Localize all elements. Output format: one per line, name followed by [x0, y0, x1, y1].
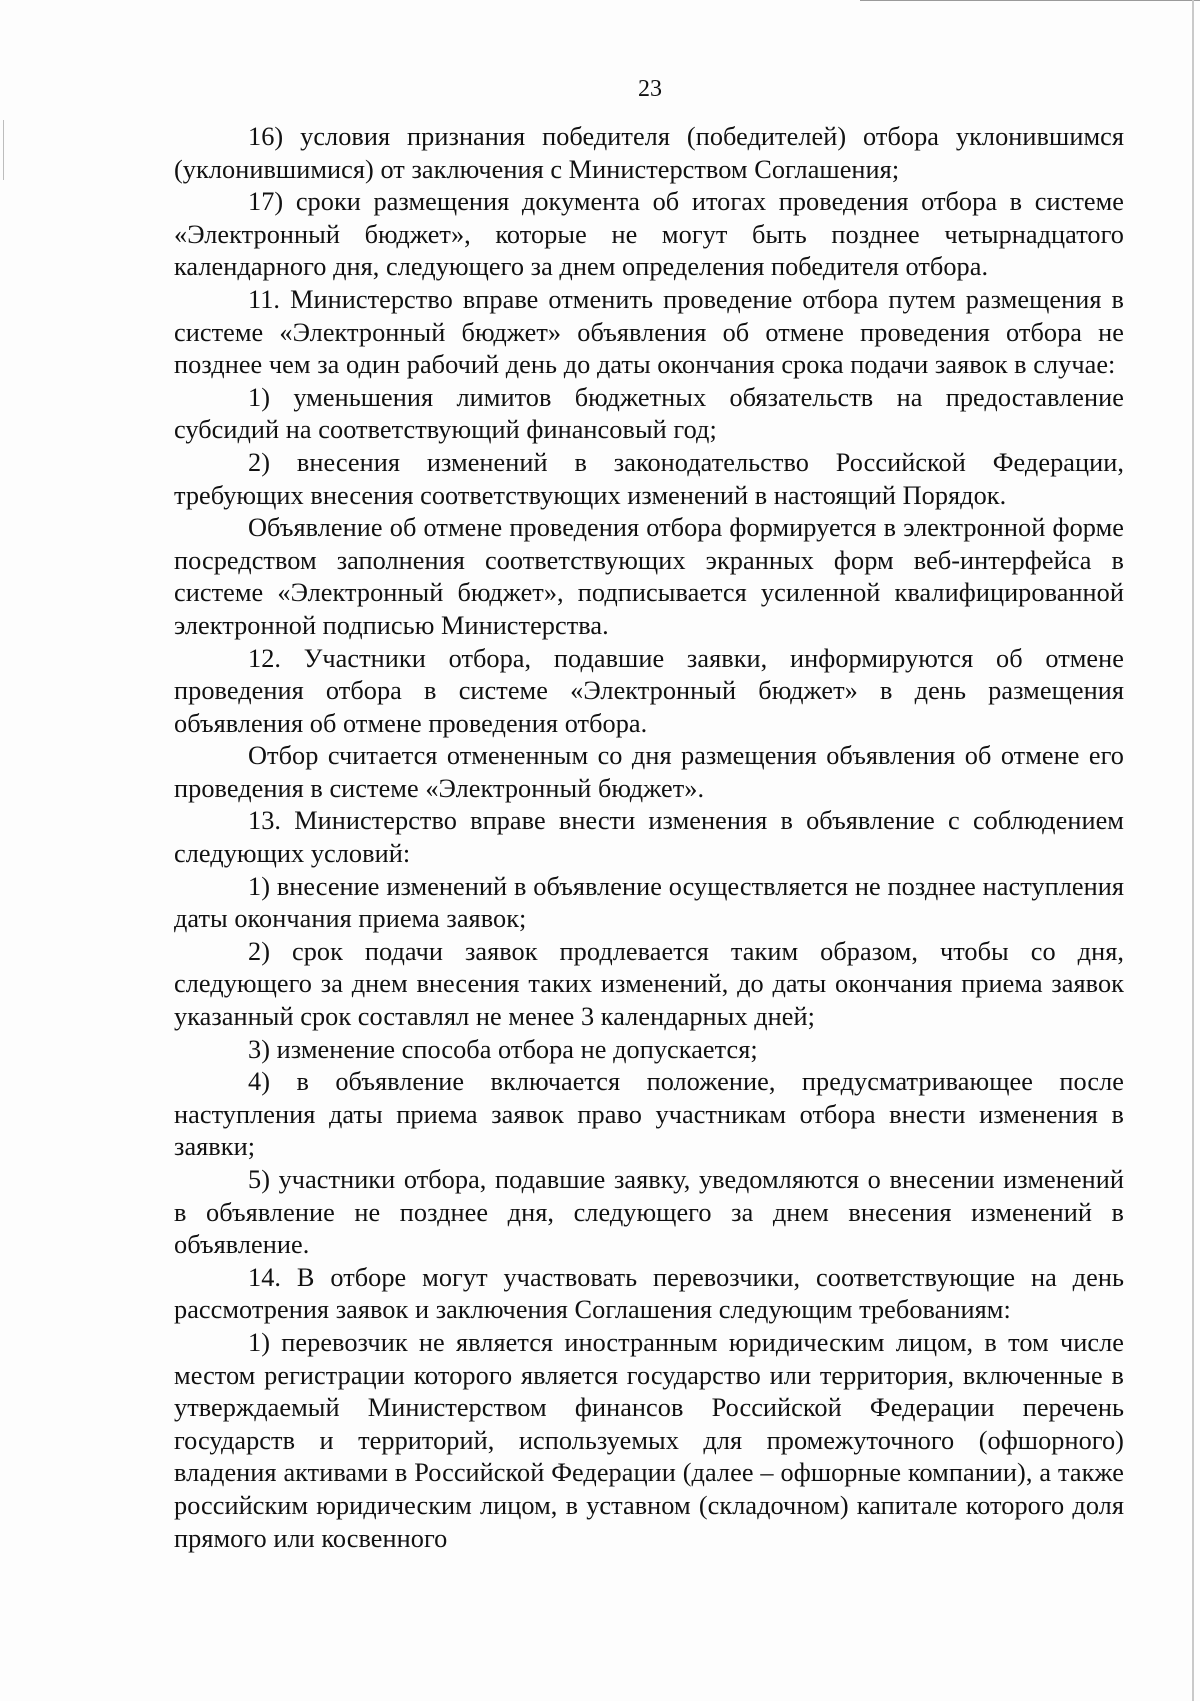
paragraph-clause-12: 12. Участники отбора, подавшие заявки, информируются об отмене проведения отбора в системе «Электронный бюджет» в день размещения объявления об отмене проведения отбора. — [174, 643, 1124, 738]
paragraph-clause-11-sub-2: 2) внесения изменений в законодательство Российской Федерации, требующих внесения соответствующих изменений в настоящий Порядок. — [174, 447, 1124, 510]
paragraph-clause-11-sub-1: 1) уменьшения лимитов бюджетных обязательств на предоставление субсидий на соответствующий финансовый год; — [174, 382, 1124, 445]
paragraph-clause-13-sub-3: 3) изменение способа отбора не допускается; — [248, 1034, 758, 1064]
paragraph-clause-14: 14. В отборе могут участвовать перевозчики, соответствующие на день рассмотрения заявок и заключения Соглашения следующим требованиям: — [174, 1262, 1124, 1325]
page-number: 23 — [638, 76, 662, 102]
paragraph-clause-13: 13. Министерство вправе внести изменения в объявление с соблюдением следующих условий: — [174, 806, 1124, 869]
scan-artifact-right-edge — [1192, 0, 1194, 1701]
scan-artifact-left-edge — [3, 120, 4, 180]
document-body — [174, 121, 1124, 1555]
paragraph-clause-13-sub-5: 5) участники отбора, подавшие заявку, уведомляются о внесении изменений в объявление не позднее дня, следующего за днем внесения изменений в объявление. — [174, 1165, 1124, 1260]
paragraph-cancellation-notice: Объявление об отмене проведения отбора формируется в электронной форме посредством заполнения соответствующих экранных форм веб-интерфейса в системе «Электронный бюджет», подписывается усиленной квалифицированной электронной подписью Министерства. — [174, 513, 1124, 640]
paragraph-item-16: 16) условия признания победителя (победителей) отбора уклонившимся (уклонившимися) от заключения с Министерством Соглашения; — [174, 122, 1124, 184]
paragraph-clause-13-sub-2: 2) срок подачи заявок продлевается таким образом, чтобы со дня, следующего за днем внесения таких изменений, до даты окончания приема заявок указанный срок составлял не менее 3 календарных дней; — [174, 936, 1124, 1032]
scan-artifact-top-rule — [860, 0, 1200, 1]
paragraph-clause-14-sub-1: 1) перевозчик не является иностранным юридическим лицом, в том числе местом регистрации которого является государство или территория, включенные в утверждаемый Министерством финансов Российской Федерации перечень государств и территорий, используемых для промежуточного (офшорного) владения активами в Российской Федерации (далее – офшорные компании), а также российским юридическим лицом, в уставном (складочном) капитале которого доля прямого или косвенного — [174, 1327, 1124, 1553]
paragraph-item-17: 17) сроки размещения документа об итогах проведения отбора в системе «Электронный бюджет», которые не могут быть позднее четырнадцатого календарного дня, следующего за днем определения победителя отбора. — [174, 187, 1124, 282]
paragraph-clause-13-sub-4: 4) в объявление включается положение, предусматривающее после наступления даты приема заявок право участникам отбора внести изменения в заявки; — [174, 1067, 1124, 1162]
paragraph-selection-cancelled: Отбор считается отмененным со дня размещения объявления об отмене его проведения в системе «Электронный бюджет». — [174, 741, 1124, 803]
paragraph-clause-13-sub-1: 1) внесение изменений в объявление осуществляется не позднее наступления даты окончания приема заявок; — [174, 871, 1124, 934]
paragraph-clause-11: 11. Министерство вправе отменить проведение отбора путем размещения в системе «Электронный бюджет» объявления об отмене проведения отбора не позднее чем за один рабочий день до даты окончания срока подачи заявок в случае: — [174, 284, 1124, 380]
